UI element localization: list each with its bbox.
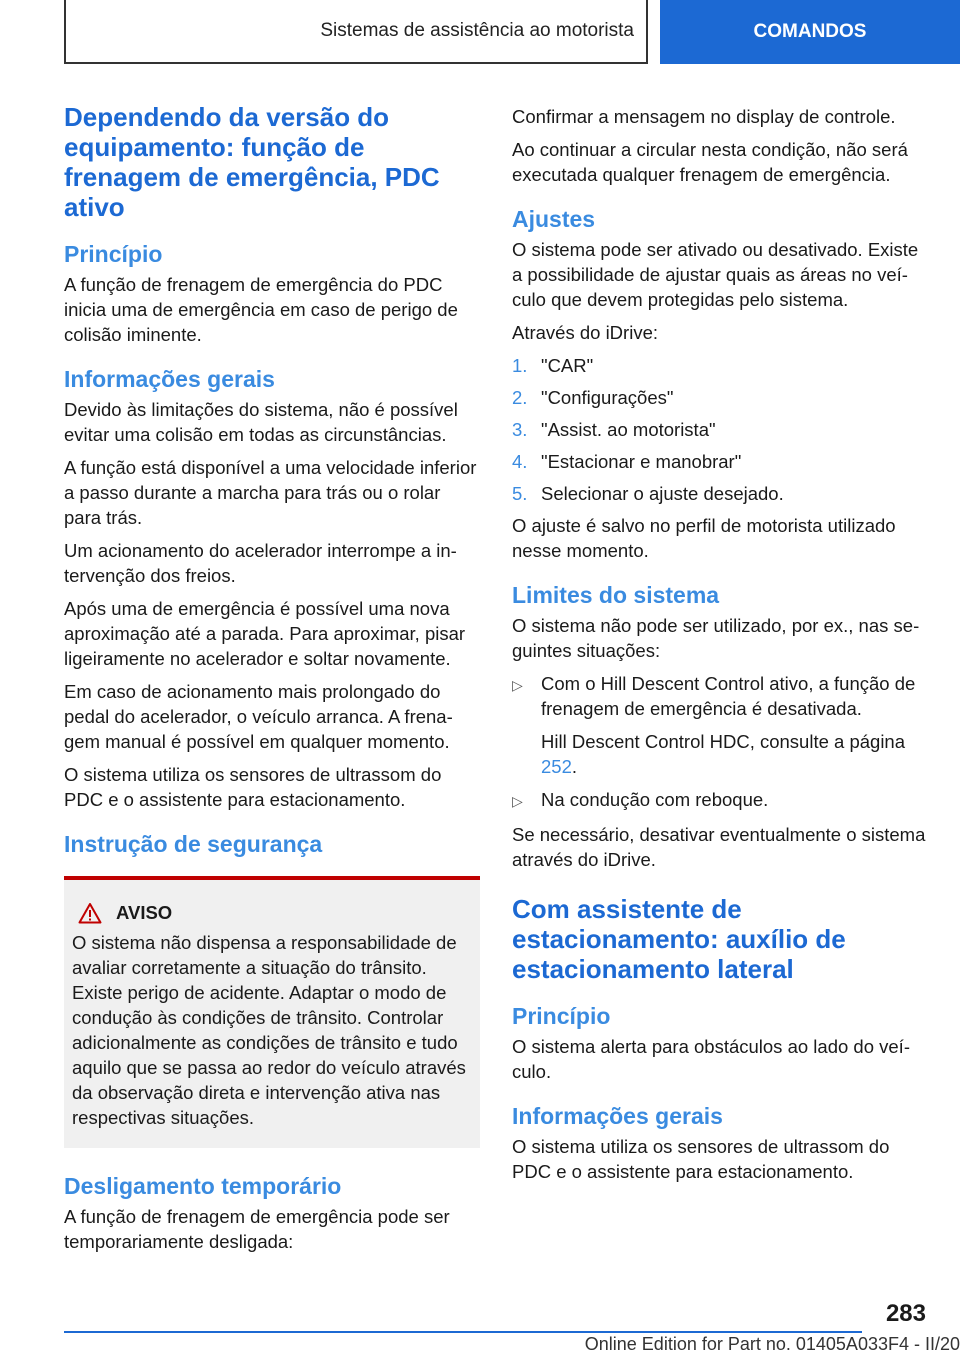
heading-informacoes-gerais: Informações gerais [512, 1103, 723, 1129]
reference-period: . [571, 756, 578, 777]
cross-reference [541, 729, 928, 779]
list-item [512, 481, 928, 506]
paragraph: Confirmar a mensagem no display de controle. [512, 106, 896, 127]
paragraph: Através do iDrive: [512, 322, 658, 343]
paragraph: O sistema pode ser ativado ou desativado. Existe a possibilidade de ajustar quais as áreas no veículo que devem protegidas pelo sistema. [512, 239, 919, 310]
paragraph: O sistema alerta para obstáculos ao lado do veículo. [512, 1036, 910, 1082]
chapter-label: COMANDOS [753, 21, 867, 42]
heading-instrucao-seguranca: Instrução de segurança [64, 831, 323, 857]
heading-informacoes-gerais: Informações gerais [64, 366, 275, 392]
step-number: 1. [512, 355, 528, 376]
paragraph: A função de frenagem de emergência do PDC inicia uma de emergência em caso de perigo de colisão iminente. [64, 274, 458, 345]
paragraph: Ao continuar a circular nesta condição, não será executada qualquer frenagem de emergência. [512, 139, 908, 185]
heading-ajustes: Ajustes [512, 206, 596, 232]
warning-label: AVISO [116, 902, 173, 923]
heading-principio: Princípio [64, 241, 163, 267]
right-column [512, 104, 928, 1192]
step-text: "CAR" [541, 355, 594, 376]
step-text: "Configurações" [541, 387, 674, 408]
step-text: "Assist. ao motorista" [541, 419, 716, 440]
section-title: Sistemas de assistência ao motorista [320, 20, 634, 41]
heading-desligamento: Desligamento temporário [64, 1173, 342, 1199]
paragraph: Se necessário, desativar eventualmente o sistema através do iDrive. [512, 824, 926, 870]
list-item [512, 449, 928, 474]
warning-text: O sistema não dispensa a responsabilidade de avaliar corretamente a situação do trânsito. Existe perigo de acidente. Adaptar o modo de condução às condições de trânsito. Controlar adicionalmente as condições de trânsito e tudo aquilo que se passa ao redor do veículo através da observação direta e intervenção ativa nas respectivas situações. [72, 932, 466, 1128]
step-number: 2. [512, 387, 528, 408]
list-item [512, 671, 928, 779]
heading-emergency-braking: Dependendo da versão do equipamento: função de frenagem de emergência, PDC ativo [64, 102, 440, 222]
paragraph: Em caso de acionamento mais prolongado do pedal do acelerador, o veículo arranca. A frenagem manual é possível em qualquer momento. [64, 681, 453, 752]
paragraph: Um acionamento do acelerador interrompe a intervenção dos freios. [64, 540, 457, 586]
list-item [512, 417, 928, 442]
paragraph: Após uma de emergência é possível uma nova aproximação até a parada. Para aproximar, pisar ligeiramente no acelerador e soltar novamente. [64, 598, 466, 669]
paragraph: O ajuste é salvo no perfil de motorista utilizado nesse momento. [512, 515, 896, 561]
edition-footer: Online Edition for Part no. 01405A033F4 - II/20 [584, 1334, 960, 1354]
chapter-tab [660, 0, 960, 64]
reference-text: Hill Descent Control HDC, consulte a página [541, 731, 906, 752]
page-number: 283 [885, 1300, 926, 1327]
warning-box [64, 876, 480, 1148]
running-header [64, 0, 648, 64]
footer-divider [64, 1331, 862, 1333]
warning-title [72, 902, 472, 924]
step-number: 3. [512, 419, 528, 440]
heading-limites: Limites do sistema [512, 582, 720, 608]
paragraph: O sistema utiliza os sensores de ultrassom do PDC e o assistente para estacionamento. [64, 764, 442, 810]
paragraph: A função está disponível a uma velocidade inferior a passo durante a marcha para trás ou o rolar para trás. [64, 457, 477, 528]
limits-list [512, 671, 928, 814]
bullet-text: Com o Hill Descent Control ativo, a função de frenagem de emergência é desativada. [541, 673, 916, 719]
paragraph: O sistema não pode ser utilizado, por ex., nas seguintes situações: [512, 615, 920, 661]
heading-lateral-parking: Com assistente de estacionamento: auxílio de estacionamento lateral [512, 894, 846, 984]
list-item [512, 385, 928, 410]
paragraph: Devido às limitações do sistema, não é possível evitar uma colisão em todas as circunstâncias. [64, 399, 458, 445]
bullet-text: Na condução com reboque. [541, 789, 769, 810]
step-number: 4. [512, 451, 528, 472]
idrive-steps-list [512, 353, 928, 506]
triangle-bullet-icon: ▷ [512, 677, 523, 693]
list-item [512, 353, 928, 378]
triangle-bullet-icon: ▷ [512, 793, 523, 809]
list-item [512, 787, 928, 814]
step-text: "Estacionar e manobrar" [541, 451, 742, 472]
warning-triangle-icon [78, 902, 102, 924]
left-column [64, 102, 480, 1262]
step-number: 5. [512, 483, 528, 504]
heading-principio: Princípio [512, 1003, 611, 1029]
page-link[interactable]: 252 [541, 756, 572, 777]
paragraph: O sistema utiliza os sensores de ultrassom do PDC e o assistente para estacionamento. [512, 1136, 890, 1182]
paragraph: A função de frenagem de emergência pode ser temporariamente desligada: [64, 1206, 450, 1252]
step-text: Selecionar o ajuste desejado. [541, 483, 784, 504]
